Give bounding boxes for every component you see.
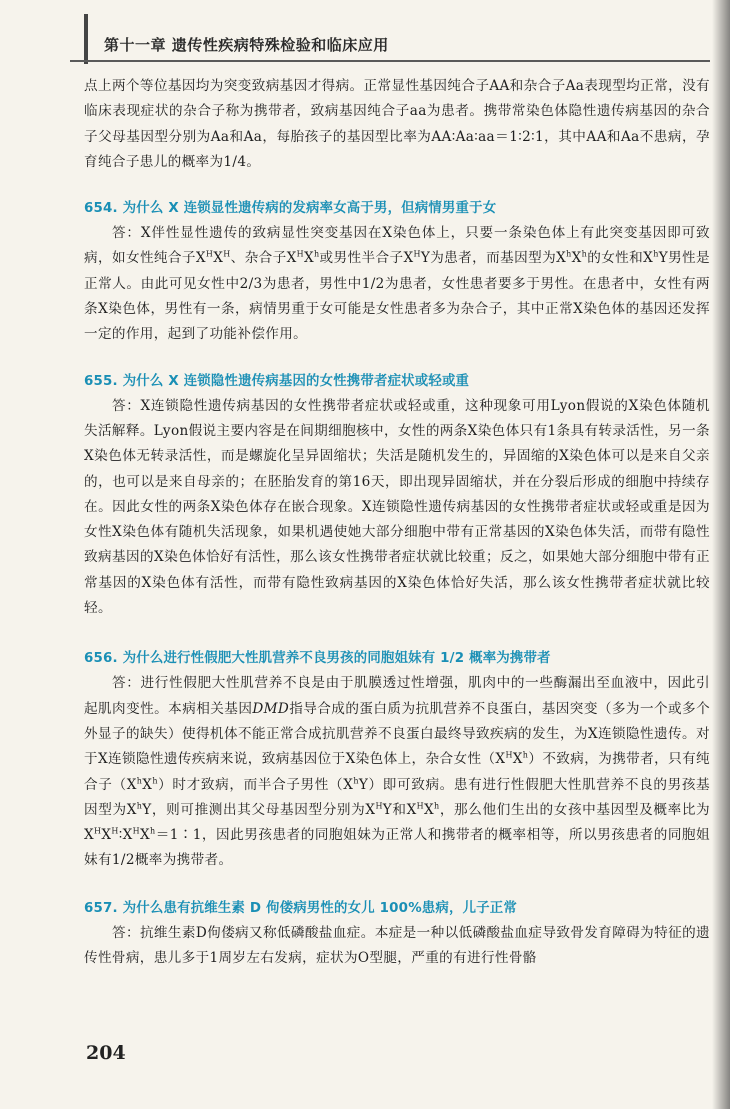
- section-heading-655: 655. 为什么 X 连锁隐性遗传病基因的女性携带者症状或轻或重: [84, 373, 470, 389]
- section-answer-654: 答：X伴性显性遗传的致病显性突变基因在X染色体上，只要一条染色体上有此突变基因即可致病，如女性纯合子$X^HX^H$、杂合子$X^HX^h$或男性半合子$X^HY$为患者，而基因型为$X^hX^h$的女性和$X^hY$男性是正常人。由此可见女性中2/3为患者，男性中1/2为患者，女性患者要多于男性。在患者中，女性有两条X染色体，男性有一条，病情男重于女可能是女性患者多为杂合子，其中正常X染色体的基因还发挥一定的作用，起到了功能补偿作用。: [84, 225, 710, 343]
- section-heading-657: 657. 为什么患有抗维生素 D 佝偻病男性的女儿 100%患病，儿子正常: [84, 900, 517, 916]
- section-answer-655: 答：X连锁隐性遗传病基因的女性携带者症状或轻或重，这种现象可用Lyon假说的X染色体随机失活解释。Lyon假说主要内容是在间期细胞核中，女性的两条X染色体只有1条具有转录活性，另一条X染色体无转录活性，而是螺旋化呈异固缩状；失活是随机发生的，异固缩的X染色体可以是来自父亲的，也可以是来自母亲的；在胚胎发育的第16天，即出现异固缩状，并在分裂后形成的细胞中持续存在。因此女性的两条X染色体存在嵌合现象。X连锁隐性遗传病基因的女性携带者症状或轻或重是因为女性X染色体有随机失活现象，如果机遇使她大部分细胞中带有正常基因的X染色体失活，而带有隐性致病基因的X染色体恰好有活性，那么该女性携带者症状就比较重；反之，如果她大部分细胞中带有正常基因的X染色体有活性，而带有隐性致病基因的X染色体恰好失活，那么该女性携带者症状就比较轻。: [84, 397, 710, 617]
- page-number: 204: [86, 1042, 126, 1064]
- section-answer-656: 答：进行性假肥大性肌营养不良是由于肌膜透过性增强，肌肉中的一些酶漏出至血液中，因此引起肌肉变性。本病相关基因DMD指导合成的蛋白质为抗肌营养不良蛋白，基因突变（多为一个或多个外显子的缺失）使得机体不能正常合成抗肌营养不良蛋白最终导致疾病的发生，为X连锁隐性遗传。对于X连锁隐性遗传疾病来说，致病基因位于X染色体上，杂合女性$(X^HX^h)$不致病，为携带者，只有纯合子$(X^hX^h)$时才致病，而半合子男性$(X^hY)$即可致病。患有进行性假肥大性肌营养不良的男孩基因型为$X^hY$，则可推测出其父母基因型分别为$X^HY$和$X^HX^h$，那么他们生出的女孩中基因型及概率比为$X^HX^H∶X^HX^h=1∶1$，因此男孩患者的同胞姐妹为正常人和携带者的概率相等，所以男孩患者的同胞姐妹有1/2概率为携带者。: [84, 675, 711, 869]
- intro-paragraph: 点上两个等位基因均为突变致病基因才得病。正常显性基因纯合子AA和杂合子Aa表现型均正常，没有临床表现症状的杂合子称为携带者，致病基因纯合子aa为患者。携带常染色体隐性遗传病基因的杂合子父母基因型分别为Aa和Aa，每胎孩子的基因型比率为AA∶Aa∶aa＝1∶2∶1，其中AA和Aa不患病，孕育纯合子患儿的概率为1/4。: [84, 78, 710, 170]
- section-heading-654: 654. 为什么 X 连锁显性遗传病的发病率女高于男，但病情男重于女: [84, 201, 497, 217]
- chapter-title: 第十一章 遗传性疾病特殊检验和临床应用: [104, 36, 389, 54]
- section-answer-657: 答：抗维生素D佝偻病又称低磷酸盐血症。本症是一种以低磷酸盐血症导致骨发育障碍为特征的遗传性骨病，患儿多于1周岁左右发病，症状为O型腿，严重的有进行性骨骼: [84, 924, 710, 967]
- section-heading-656: 656. 为什么进行性假肥大性肌营养不良男孩的同胞姐妹有 1/2 概率为携带者: [84, 651, 551, 667]
- page-content: [84, 74, 710, 971]
- book-spine-shadow: [712, 0, 730, 1109]
